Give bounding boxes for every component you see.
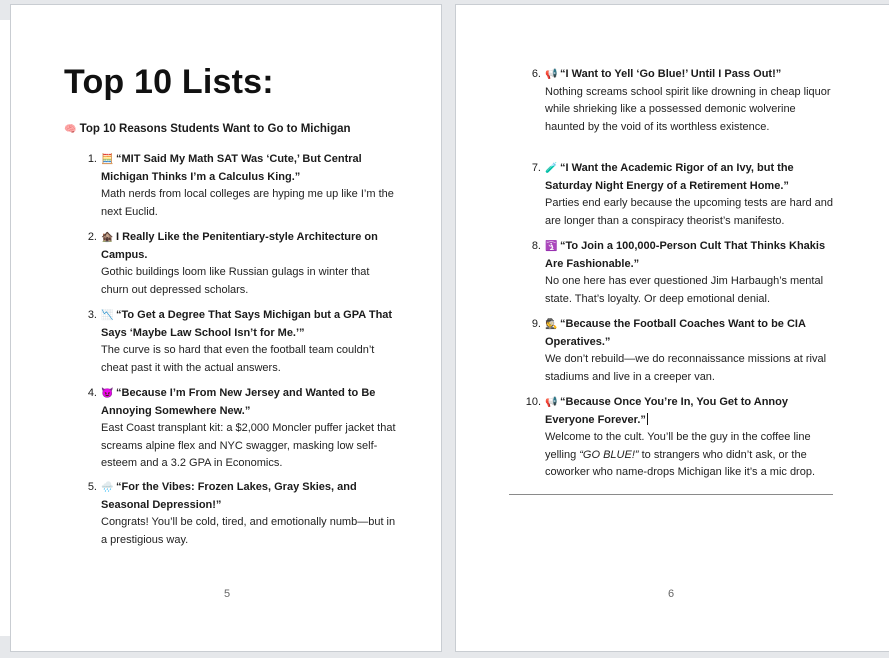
list-item[interactable]: [531, 66, 837, 136]
list-item[interactable]: [531, 238, 837, 308]
list-item-number: 8.: [531, 240, 541, 252]
list-item-number: 9.: [531, 318, 541, 330]
list-item-number: 5.: [87, 481, 97, 493]
text-cursor: [647, 413, 648, 425]
document-page-5[interactable]: [10, 4, 442, 652]
document-page-6[interactable]: [455, 4, 889, 652]
place-of-worship-icon: 🛐: [545, 241, 558, 252]
list-item-description: Parties end early because the upcoming tests are hard and are longer than a conspiracy theorist’s manifesto.: [545, 197, 834, 227]
horizontal-rule: [509, 494, 833, 495]
chart-decreasing-icon: 📉: [101, 310, 114, 321]
description-text: to strangers who didn’t ask, or the coworker who name-drops Michigan like it’s a mic drop.: [545, 448, 816, 478]
list-item-description: Math nerds from local colleges are hyping me up like I’m the next Euclid.: [101, 188, 394, 218]
list-item[interactable]: [525, 394, 837, 482]
list-item-description: We don’t rebuild—we do reconnaissance missions at rival stadiums and live in a creeper van.: [545, 353, 827, 383]
list-item[interactable]: [87, 385, 397, 473]
list-item-heading: “To Get a Degree That Says Michigan but a GPA That Says ‘Maybe Law School Isn’t for Me.’”: [101, 309, 393, 339]
page-title: Top 10 Lists:: [64, 63, 274, 101]
list-item-heading: “I Want the Academic Rigor of an Ivy, but the Saturday Night Energy of a Retirement Home.”: [545, 162, 794, 192]
list-item-number: 4.: [87, 387, 97, 399]
list-item-heading: “MIT Said My Math SAT Was ‘Cute,’ But Central Michigan Thinks I’m a Calculus King.”: [101, 153, 362, 183]
list-item[interactable]: [531, 160, 837, 230]
list-item-description: The curve is so hard that even the football team couldn’t cheat past it with the actual answers.: [101, 344, 375, 374]
list-item-description: Nothing screams school spirit like drowning in cheap liquor while shrieking like a possessed demonic wolverine haunted by the void of its worthless existence.: [545, 85, 831, 133]
page-number: 5: [223, 588, 231, 600]
list-item-number: 6.: [531, 68, 541, 80]
list-item-number: 3.: [87, 309, 97, 321]
list-item-number: 10.: [525, 396, 541, 408]
brain-icon: 🧠: [64, 124, 77, 135]
loudspeaker-icon: 📢: [545, 69, 558, 80]
rain-cloud-icon: 🌧️: [101, 482, 114, 493]
list-item-heading: “Because the Football Coaches Want to be CIA Operatives.”: [545, 318, 806, 348]
test-tube-icon: 🧪: [545, 163, 558, 174]
devil-face-icon: 😈: [101, 388, 114, 399]
abacus-icon: 🧮: [101, 154, 114, 165]
list-item-heading: “I Want to Yell ‘Go Blue!’ Until I Pass Out!”: [560, 68, 782, 80]
list-item[interactable]: [87, 229, 397, 299]
list-item-description: Gothic buildings loom like Russian gulags in winter that churn out depressed scholars.: [101, 266, 370, 296]
page-number: 6: [667, 588, 675, 600]
list-item[interactable]: [531, 316, 837, 386]
list-item-heading: “Because I’m From New Jersey and Wanted to Be Annoying Somewhere New.”: [101, 387, 376, 417]
list-item-number: 7.: [531, 162, 541, 174]
section-heading-text: Top 10 Reasons Students Want to Go to Michigan: [79, 123, 351, 135]
list-item[interactable]: [87, 307, 397, 377]
detective-icon: 🕵️: [545, 319, 558, 330]
list-item-heading: “For the Vibes: Frozen Lakes, Gray Skies, and Seasonal Depression!”: [101, 481, 357, 511]
section-heading: [64, 123, 351, 135]
list-item-description: Congrats! You’ll be cold, tired, and emotionally numb—but in a prestigious way.: [101, 516, 396, 546]
description-emphasis: “GO BLUE!”: [579, 448, 639, 461]
list-item-description: [545, 429, 837, 482]
list-item[interactable]: [87, 151, 397, 221]
derelict-house-icon: 🏚️: [101, 232, 114, 243]
list-item-heading: “Because Once You’re In, You Get to Annoy Everyone Forever.”: [545, 396, 788, 426]
list-item-description: East Coast transplant kit: a $2,000 Moncler puffer jacket that screams alpine flex and NYC swagger, masking low self-esteem and a 3.2 GPA in Economics.: [101, 422, 396, 469]
list-item-number: 1.: [87, 153, 97, 165]
megaphone-icon: 📢: [545, 397, 558, 408]
list-item-heading: I Really Like the Penitentiary-style Architecture on Campus.: [101, 231, 378, 261]
list-item-heading: “To Join a 100,000-Person Cult That Thinks Khakis Are Fashionable.”: [545, 240, 826, 270]
list-item-number: 2.: [87, 231, 97, 243]
list-item[interactable]: [87, 479, 397, 549]
description-text: Welcome to the cult. You’ll be the guy in the coffee line yelling: [545, 431, 811, 461]
list-item-description: No one here has ever questioned Jim Harbaugh’s mental state. That’s loyalty. Or deep emotional denial.: [545, 275, 824, 305]
